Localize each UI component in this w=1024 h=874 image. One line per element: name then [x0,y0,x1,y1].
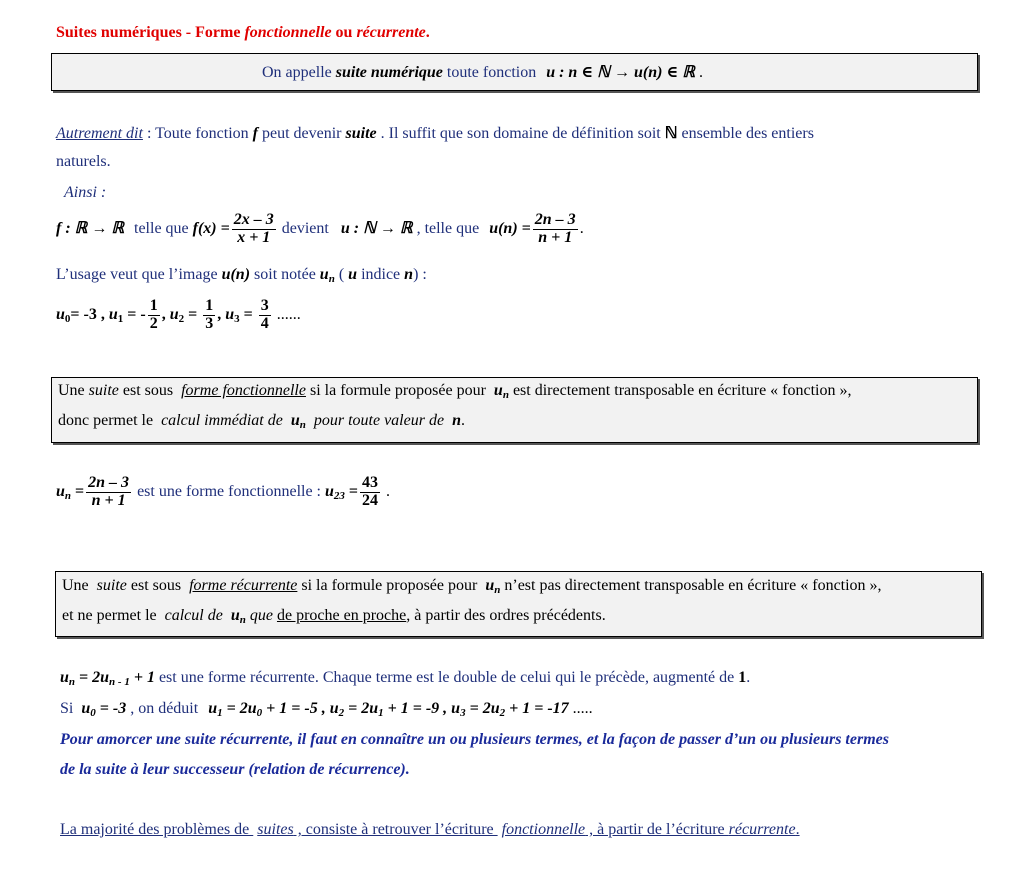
fonct-example: $u_n$ = $\frac{2n - 3}{n + 1}$ est une forme fonctionnelle : $u_{23}$ = $\frac{43}{24}$ . [56,474,391,509]
box-recur-line2: et ne permet le calcul de $u_n$ que de proche en proche, à partir des ordres précédents. [62,607,606,626]
ainsi-label: Ainsi : [64,184,107,201]
box-forme-recurrente [55,571,982,637]
box-forme-fonctionnelle [51,377,978,443]
autrement-paragraph: Autrement dit : Toute fonction f peut devenir suite . Il suffit que son domaine de définition soit ℕ ensemble des entiers [56,125,814,142]
conclusion: La majorité des problèmes de suites , consiste à retrouver l’écriture fonctionnelle , à partir de l’écriture récurrente. [60,821,800,838]
fraction-un: $\frac{2n - 3}{n + 1}$ [534,211,576,246]
recur-bold-line2: de la suite à leur successeur (relation de récurrence). [60,761,410,778]
definition-box [51,53,978,91]
box-fonct-line1: Une suite est sous forme fonctionnelle si la formule proposée pour $u_n$ est directement transposable en écriture « fonction », [58,382,852,401]
fraction-u2: $\frac{1}{3}$ [205,297,214,332]
page-title: Suites numériques - Forme fonctionnelle ou récurrente. [56,24,430,41]
usage-paragraph: L’usage veut que l’image u(n) soit notée $u_n$ ( u indice n) : [56,266,427,285]
recur-example-line1: $u_n = 2u_{n - 1} + 1$ est une forme récurrente. Chaque terme est le double de celui qui le précède, augmenté de 1. [60,669,751,688]
box-recur-line1: Une suite est sous forme récurrente si la formule proposée pour $u_n$ n’est pas directement transposable en écriture « fonction », [62,577,882,596]
box-fonct-line2: donc permet le calcul immédiat de $u_n$ pour toute valeur de n. [58,412,465,431]
recur-example-line2: Si $u_0 = -3$ , on déduit $u_1 = 2u_0 + 1 = -5$ , $u_2 = 2u_1 + 1 = -9$ , $u_3 = 2u_2 + 1 = -17$ ..... [60,700,593,719]
example-formula: f : ℝ → ℝ telle que f(x) = $\frac{2x - 3}{x + 1}$ devient u : ℕ → ℝ , telle que u(n) = $\frac{2n - 3}{n + 1}$ . [56,211,584,246]
fraction-u23: $\frac{43}{24}$ [362,474,379,509]
autrement-line2: naturels. [56,153,111,170]
recur-bold-line1: Pour amorcer une suite récurrente, il faut en connaître un ou plusieurs termes, et la façon de passer d’un ou plusieurs termes [60,731,889,748]
definition-text: On appelle suite numérique toute fonction u : n ∈ ℕ → u(n) ∈ ℝ . [262,64,703,81]
fraction-un-fonct: $\frac{2n - 3}{n + 1}$ [88,474,130,509]
terms-list: $u_0= -3$ , $u_1$ = - $\frac{1}{2}$ , $u_2$ = $\frac{1}{3}$ , $u_3$ = $\frac{3}{4}$ ...... [56,297,301,332]
fraction-u3: $\frac{3}{4}$ [260,297,269,332]
fraction-fx: $\frac{2x - 3}{x + 1}$ [233,211,274,246]
fraction-u1: $\frac{1}{2}$ [149,297,158,332]
